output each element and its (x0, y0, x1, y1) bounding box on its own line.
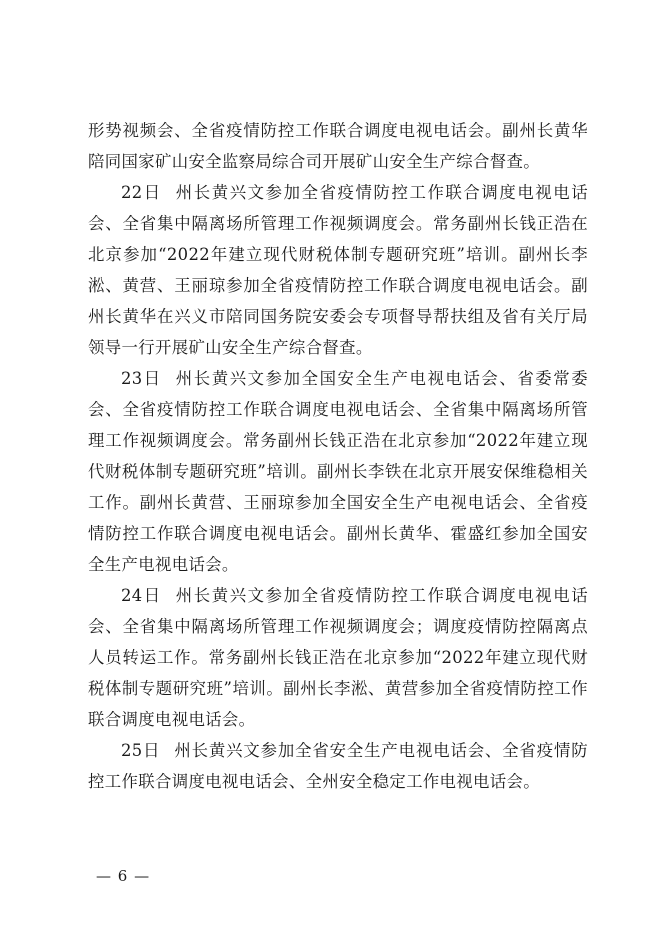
paragraph-text: 州长黄兴文参加全省疫情防控工作联合调度电视电话会、全省集中隔离场所管理工作视频调度会。常务副州长钱正浩在北京参加“2022年建立现代财税体制专题研究班”培训。副州长李淞、黄营、王丽琼参加全省疫情防控工作联合调度电视电话会。副州长黄华在兴义市陪同国务院安委会专项督导帮扶组及省有关厅局领导一行开展矿山安全生产综合督查。 (88, 183, 588, 357)
paragraph-day-25 (88, 735, 588, 797)
page-number: — 6 — (96, 867, 151, 885)
paragraph-text: 州长黄兴文参加全国安全生产电视电话会、省委常委会、全省疫情防控工作联合调度电视电话会、全省集中隔离场所管理工作视频调度会。常务副州长钱正浩在北京参加“2022年建立现代财税体制专题研究班”培训。副州长李铁在北京开展安保维稳相关工作。副州长黄营、王丽琼参加全国安全生产电视电话会、全省疫情防控工作联合调度电视电话会。副州长黄华、霍盛红参加全国安全生产电视电话会。 (88, 369, 588, 574)
day-label: 25日 (121, 741, 161, 760)
day-label: 24日 (121, 586, 162, 605)
paragraph-day-24 (88, 580, 588, 735)
paragraph-continued (88, 115, 588, 177)
paragraph-day-23 (88, 363, 588, 580)
paragraph-day-22 (88, 177, 588, 363)
paragraph-text: 州长黄兴文参加全省安全生产电视电话会、全省疫情防控工作联合调度电视电话会、全州安全稳定工作电视电话会。 (88, 741, 588, 791)
day-label: 23日 (121, 369, 162, 388)
paragraph-text: 州长黄兴文参加全省疫情防控工作联合调度电视电话会、全省集中隔离场所管理工作视频调度会；调度疫情防控隔离点人员转运工作。常务副州长钱正浩在北京参加“2022年建立现代财税体制专题研究班”培训。副州长李淞、黄营参加全省疫情防控工作联合调度电视电话会。 (88, 586, 588, 729)
paragraph-text: 形势视频会、全省疫情防控工作联合调度电视电话会。副州长黄华陪同国家矿山安全监察局综合司开展矿山安全生产综合督查。 (88, 121, 588, 171)
document-body (88, 115, 588, 797)
day-label: 22日 (121, 183, 162, 202)
